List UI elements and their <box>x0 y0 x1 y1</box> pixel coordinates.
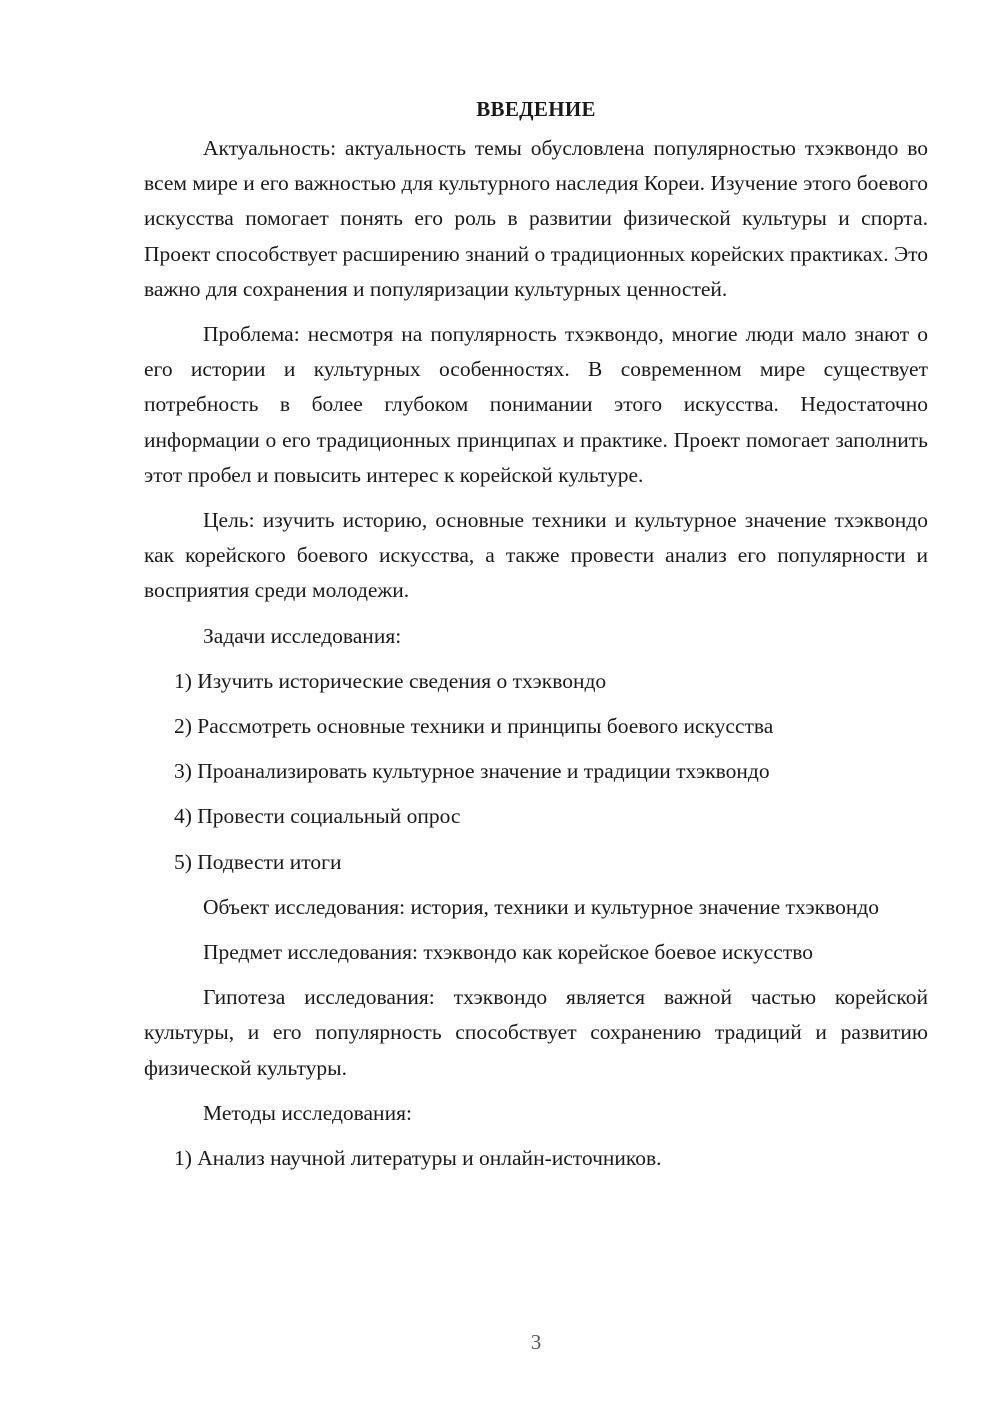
list-item: 3) Проанализировать культурное значение и традиции тхэквондо <box>174 759 770 784</box>
list-item: 2) Рассмотреть основные техники и принципы боевого искусства <box>174 714 774 739</box>
paragraph-relevance: Актуальность: актуальность темы обусловлена популярностью тхэквондо во всем мире и его важностью для культурного наследия Кореи. Изучение этого боевого искусства помогает понять его роль в развитии физической культуры и спорта. Проект способствует расширению знаний о традиционных корейских практиках. Это важно для сохранения и популяризации культурных ценностей. <box>144 136 929 301</box>
list-item: 4) Провести социальный опрос <box>174 804 461 829</box>
list-item: 1) Анализ научной литературы и онлайн-источников. <box>174 1146 662 1171</box>
list-item: 5) Подвести итоги <box>174 849 342 874</box>
paragraph-object: Объект исследования: история, техники и культурное значение тхэквондо <box>203 894 880 919</box>
section-title: ВВЕДЕНИЕ <box>476 97 596 121</box>
page-number: 3 <box>530 1330 542 1354</box>
list-item: 1) Изучить исторические сведения о тхэквондо <box>174 668 607 693</box>
paragraph-hypothesis: Гипотеза исследования: тхэквондо является важной частью корейской культуры, и его популярность способствует сохранению традиций и развитию физической культуры. <box>144 985 928 1080</box>
tasks-heading: Задачи исследования: <box>203 623 402 648</box>
tasks-list <box>144 664 928 880</box>
paragraph-problem: Проблема: несмотря на популярность тхэквондо, многие люди мало знают о его истории и культурных особенностях. В современном мире существует потребность в более глубоком понимании этого искусства. Недостаточно информации о его традиционных принципах и практике. Проект помогает заполнить этот пробел и повысить интерес к корейской культуре. <box>144 322 928 487</box>
methods-list <box>144 1141 928 1176</box>
paragraph-goal: Цель: изучить историю, основные техники и культурное значение тхэквондо как корейского боевого искусства, а также провести анализ его популярности и восприятия среди молодежи. <box>144 508 928 603</box>
methods-heading: Методы исследования: <box>203 1100 412 1125</box>
paragraph-subject: Предмет исследования: тхэквондо как корейское боевое искусство <box>203 940 813 965</box>
document-page <box>144 92 928 1186</box>
